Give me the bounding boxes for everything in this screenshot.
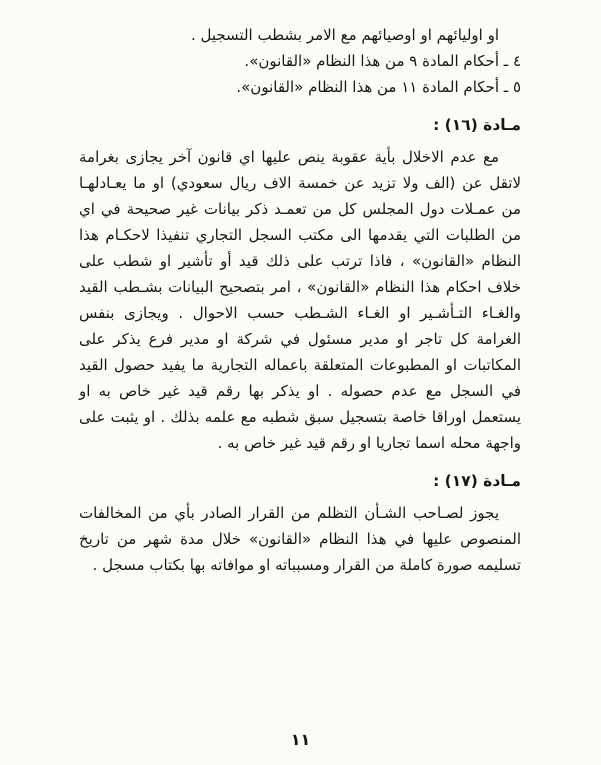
article-16-body: مع عدم الاخلال بأية عقوبة ينص عليها اي قانون آخر يجازى بغرامة لاتقل عن (الف ولا تزيد عن خمسة الاف ريال سعودي) او ما يعـادلهـا من عمـلات دول المجلس كل من تعمـد ذكر بيانات غير صحيحة في اي من الطلبات التي يقدمها الى مكتب السجل التجاري تنفيذا لاحكـام هذا النظام «القانون» ، فاذا ترتب على ذلك قيد أو تأشير او شطب على خلاف احكام هذا النظام «القانون» ، امر بتصحيح البيانات بشـطب القيد والغـاء التـأشـير او الغـاء الشـطب حسب الاحوال . ويجازى بنفس الغرامة كل تاجر او مدير مسئول في شركة او مدير فرع يذكر على المكاتبات او المطبوعات المتعلقة باعماله التجارية ما يفيد حصول القيد في السجل مع عدم حصوله . او يذكر بها رقم قيد غير خاص به او يستعمل اوراقا خاصة بتسجيل سبق شطبه مع علمه بذلك . او يثبت على واجهة محله اسما تجاريا او رقم قيد غير خاص به . xyxy=(79,148,521,452)
article-17-heading: مـادة (١٧) : xyxy=(433,472,521,490)
list-item-5: ٥ ـ أحكام المادة ١١ من هذا النظام «القانون». xyxy=(236,78,521,96)
article-16-heading: مـادة (١٦) : xyxy=(433,116,521,134)
continuation-line: او اوليائهم او اوصيائهم مع الامر بشطب التسجيل . xyxy=(190,26,499,44)
page-content xyxy=(79,22,521,578)
list-item-4: ٤ ـ أحكام المادة ٩ من هذا النظام «القانون». xyxy=(244,52,521,70)
article-17-body: يجوز لصـاحب الشـأن التظلم من القرار الصادر بأي من المخالفات المنصوص عليها في هذا النظام «القانون» خلال مدة شهر من تاريخ تسليمه صورة كاملة من القرار ومسبباته او موافاته بها بكتاب مسجل . xyxy=(79,504,521,574)
page-number: ١١ xyxy=(290,730,311,749)
